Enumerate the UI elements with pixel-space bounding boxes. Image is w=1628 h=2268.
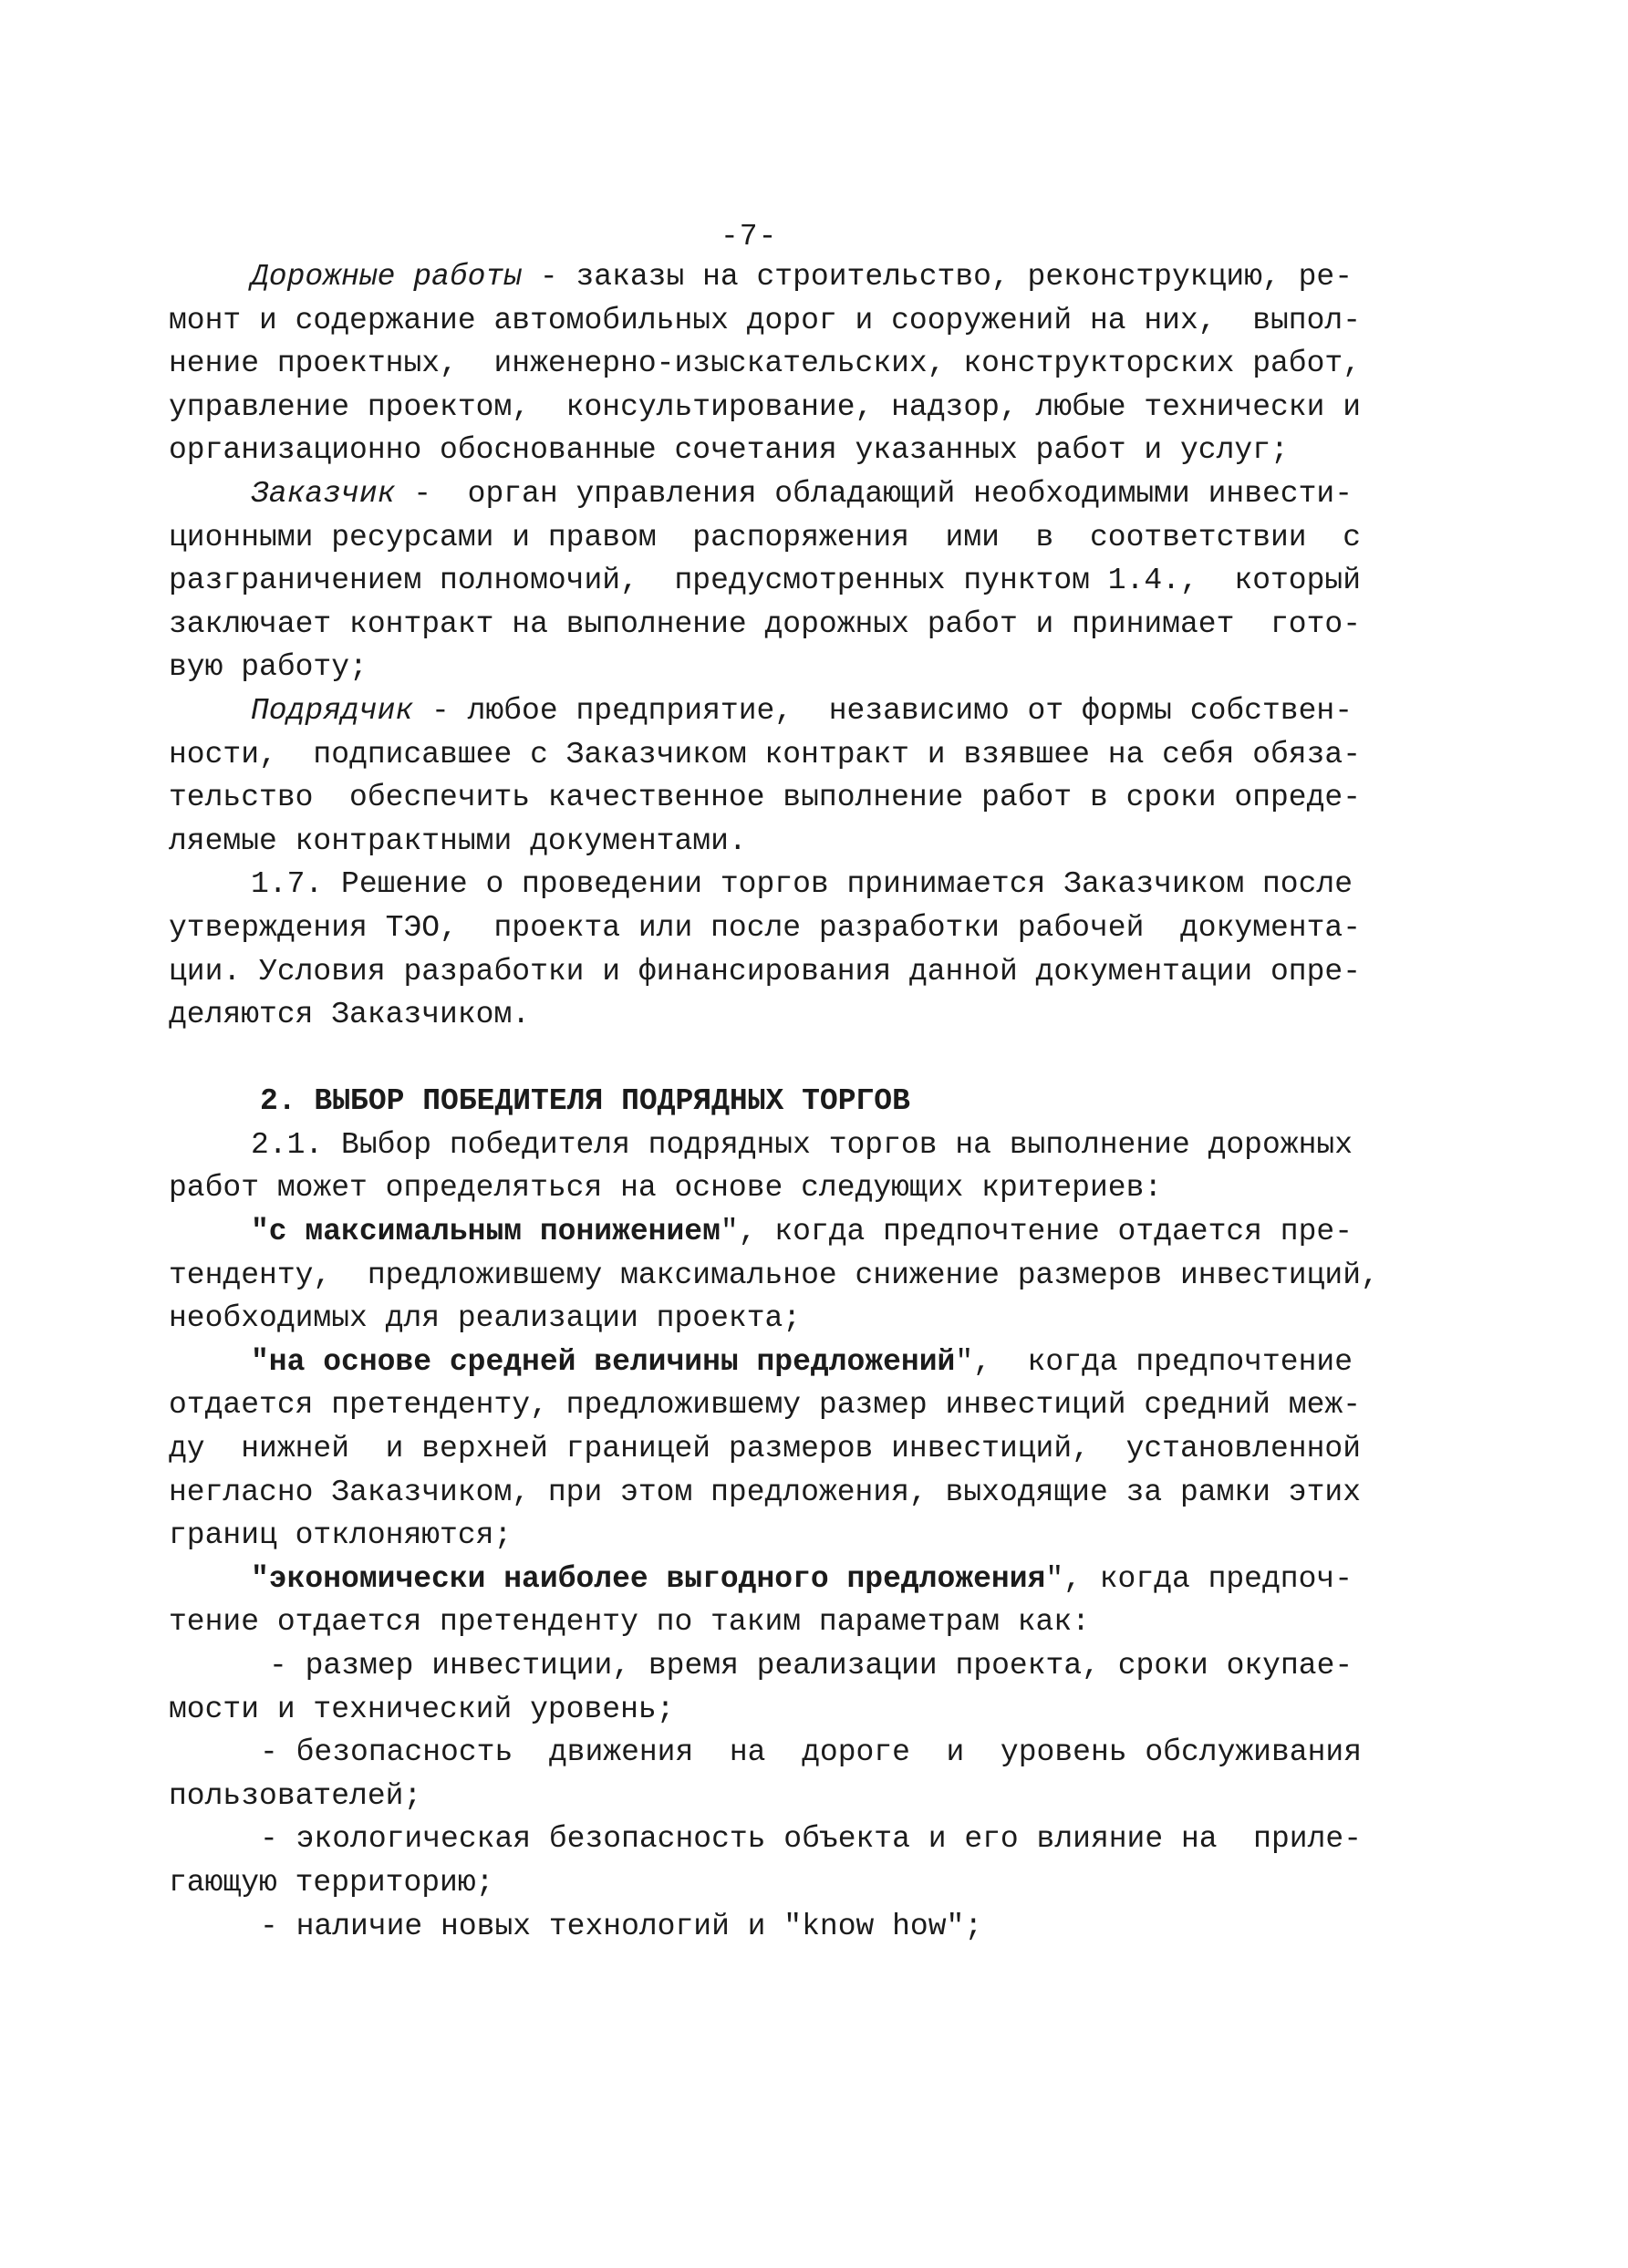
text-line: негласно Заказчиком, при этом предложения, выходящие за рамки этих bbox=[169, 1475, 1362, 1509]
criterion-text: ", когда предпочтение отдается пре- bbox=[720, 1215, 1353, 1249]
parameter-first-line: - размер инвестиции, время реализации проекта, сроки окупае- bbox=[269, 1649, 1353, 1683]
text-line: тение отдается претенденту по таким параметрам как: bbox=[169, 1605, 1090, 1640]
definition-first-line bbox=[169, 689, 1364, 733]
text-line: деляются Заказчиком. bbox=[169, 998, 531, 1032]
criterion-name: "на основе средней величины предложений bbox=[251, 1344, 956, 1379]
document-body bbox=[169, 255, 1379, 1948]
definition-first-line bbox=[169, 472, 1364, 516]
paragraph-1-7-first-line: 1.7. Решение о проведении торгов принимается Заказчиком после bbox=[251, 867, 1353, 902]
section-heading: 2. ВЫБОР ПОБЕДИТЕЛЯ ПОДРЯДНЫХ ТОРГОВ bbox=[260, 1084, 910, 1119]
definition-first-line bbox=[169, 255, 1364, 299]
criterion-first-line bbox=[169, 1341, 1364, 1384]
text-line: ционными ресурсами и правом распоряжения ими в соответствии с bbox=[169, 520, 1362, 554]
criterion-text: ", когда предпоч- bbox=[1045, 1561, 1353, 1596]
definition-text: - заказы на строительство, реконструкцию, ре- bbox=[522, 260, 1353, 294]
text-line: отдается претенденту, предложившему размер инвестиций средний меж- bbox=[169, 1388, 1362, 1423]
criterion-name: "экономически наиболее выгодного предложения bbox=[251, 1561, 1046, 1596]
text-line: организационно обоснованные сочетания указанных работ и услуг; bbox=[169, 433, 1289, 468]
definition-term: Дорожные работы bbox=[251, 260, 523, 294]
text-line: пользователей; bbox=[169, 1778, 422, 1813]
text-line: ции. Условия разработки и финансирования данной документации опре- bbox=[169, 954, 1362, 989]
text-line: ду нижней и верхней границей размеров инвестиций, установленной bbox=[169, 1432, 1362, 1466]
parameter-first-line: - наличие новых технологий и "know how"; bbox=[260, 1909, 983, 1943]
paragraph-2-1-first-line: 2.1. Выбор победителя подрядных торгов на выполнение дорожных bbox=[251, 1127, 1353, 1162]
criterion-name: "с максимальным понижением bbox=[251, 1215, 721, 1249]
parameter-first-line: - экологическая безопасность объекта и его влияние на приле- bbox=[260, 1822, 1362, 1857]
definition-term: Заказчик bbox=[251, 476, 396, 511]
criterion-first-line bbox=[169, 1558, 1364, 1601]
text-line: необходимых для реализации проекта; bbox=[169, 1301, 802, 1336]
criterion-first-line bbox=[169, 1210, 1364, 1254]
text-line: монт и содержание автомобильных дорог и сооружений на них, выпол- bbox=[169, 303, 1362, 337]
criterion-text: ", когда предпочтение bbox=[955, 1344, 1353, 1379]
text-line: заключает контракт на выполнение дорожных работ и принимает гото- bbox=[169, 606, 1362, 641]
text-line: работ может определяться на основе следующих критериев: bbox=[169, 1171, 1163, 1206]
text-line: нение проектных, инженерно-изыскательских, конструкторских работ, bbox=[169, 347, 1362, 381]
parameter-first-line: - безопасность движения на дороге и уровень обслуживания bbox=[260, 1735, 1362, 1770]
text-line: вую работу; bbox=[169, 650, 368, 685]
definition-text: - любое предприятие, независимо от формы собствен- bbox=[413, 693, 1353, 728]
definition-term: Подрядчик bbox=[251, 693, 414, 728]
text-line: границ отклоняются; bbox=[169, 1518, 513, 1553]
text-line: ности, подписавшее с Заказчиком контракт и взявшее на себя обяза- bbox=[169, 737, 1362, 772]
text-line: гающую территорию; bbox=[169, 1865, 494, 1900]
text-line: мости и технический уровень; bbox=[169, 1692, 675, 1726]
text-line: тельство обеспечить качественное выполнение работ в сроки опреде- bbox=[169, 781, 1362, 815]
page-number: -7- bbox=[721, 220, 778, 254]
text-line: разграничением полномочий, предусмотренных пунктом 1.4., который bbox=[169, 564, 1362, 598]
text-line: утверждения ТЭО, проекта или после разработки рабочей документа- bbox=[169, 910, 1362, 945]
text-line: ляемые контрактными документами. bbox=[169, 823, 747, 858]
definition-text: - орган управления обладающий необходимыми инвести- bbox=[395, 476, 1353, 511]
text-line: управление проектом, консультирование, надзор, любые технически и bbox=[169, 389, 1362, 424]
text-line: тенденту, предложившему максимальное снижение размеров инвестиций, bbox=[169, 1258, 1379, 1292]
